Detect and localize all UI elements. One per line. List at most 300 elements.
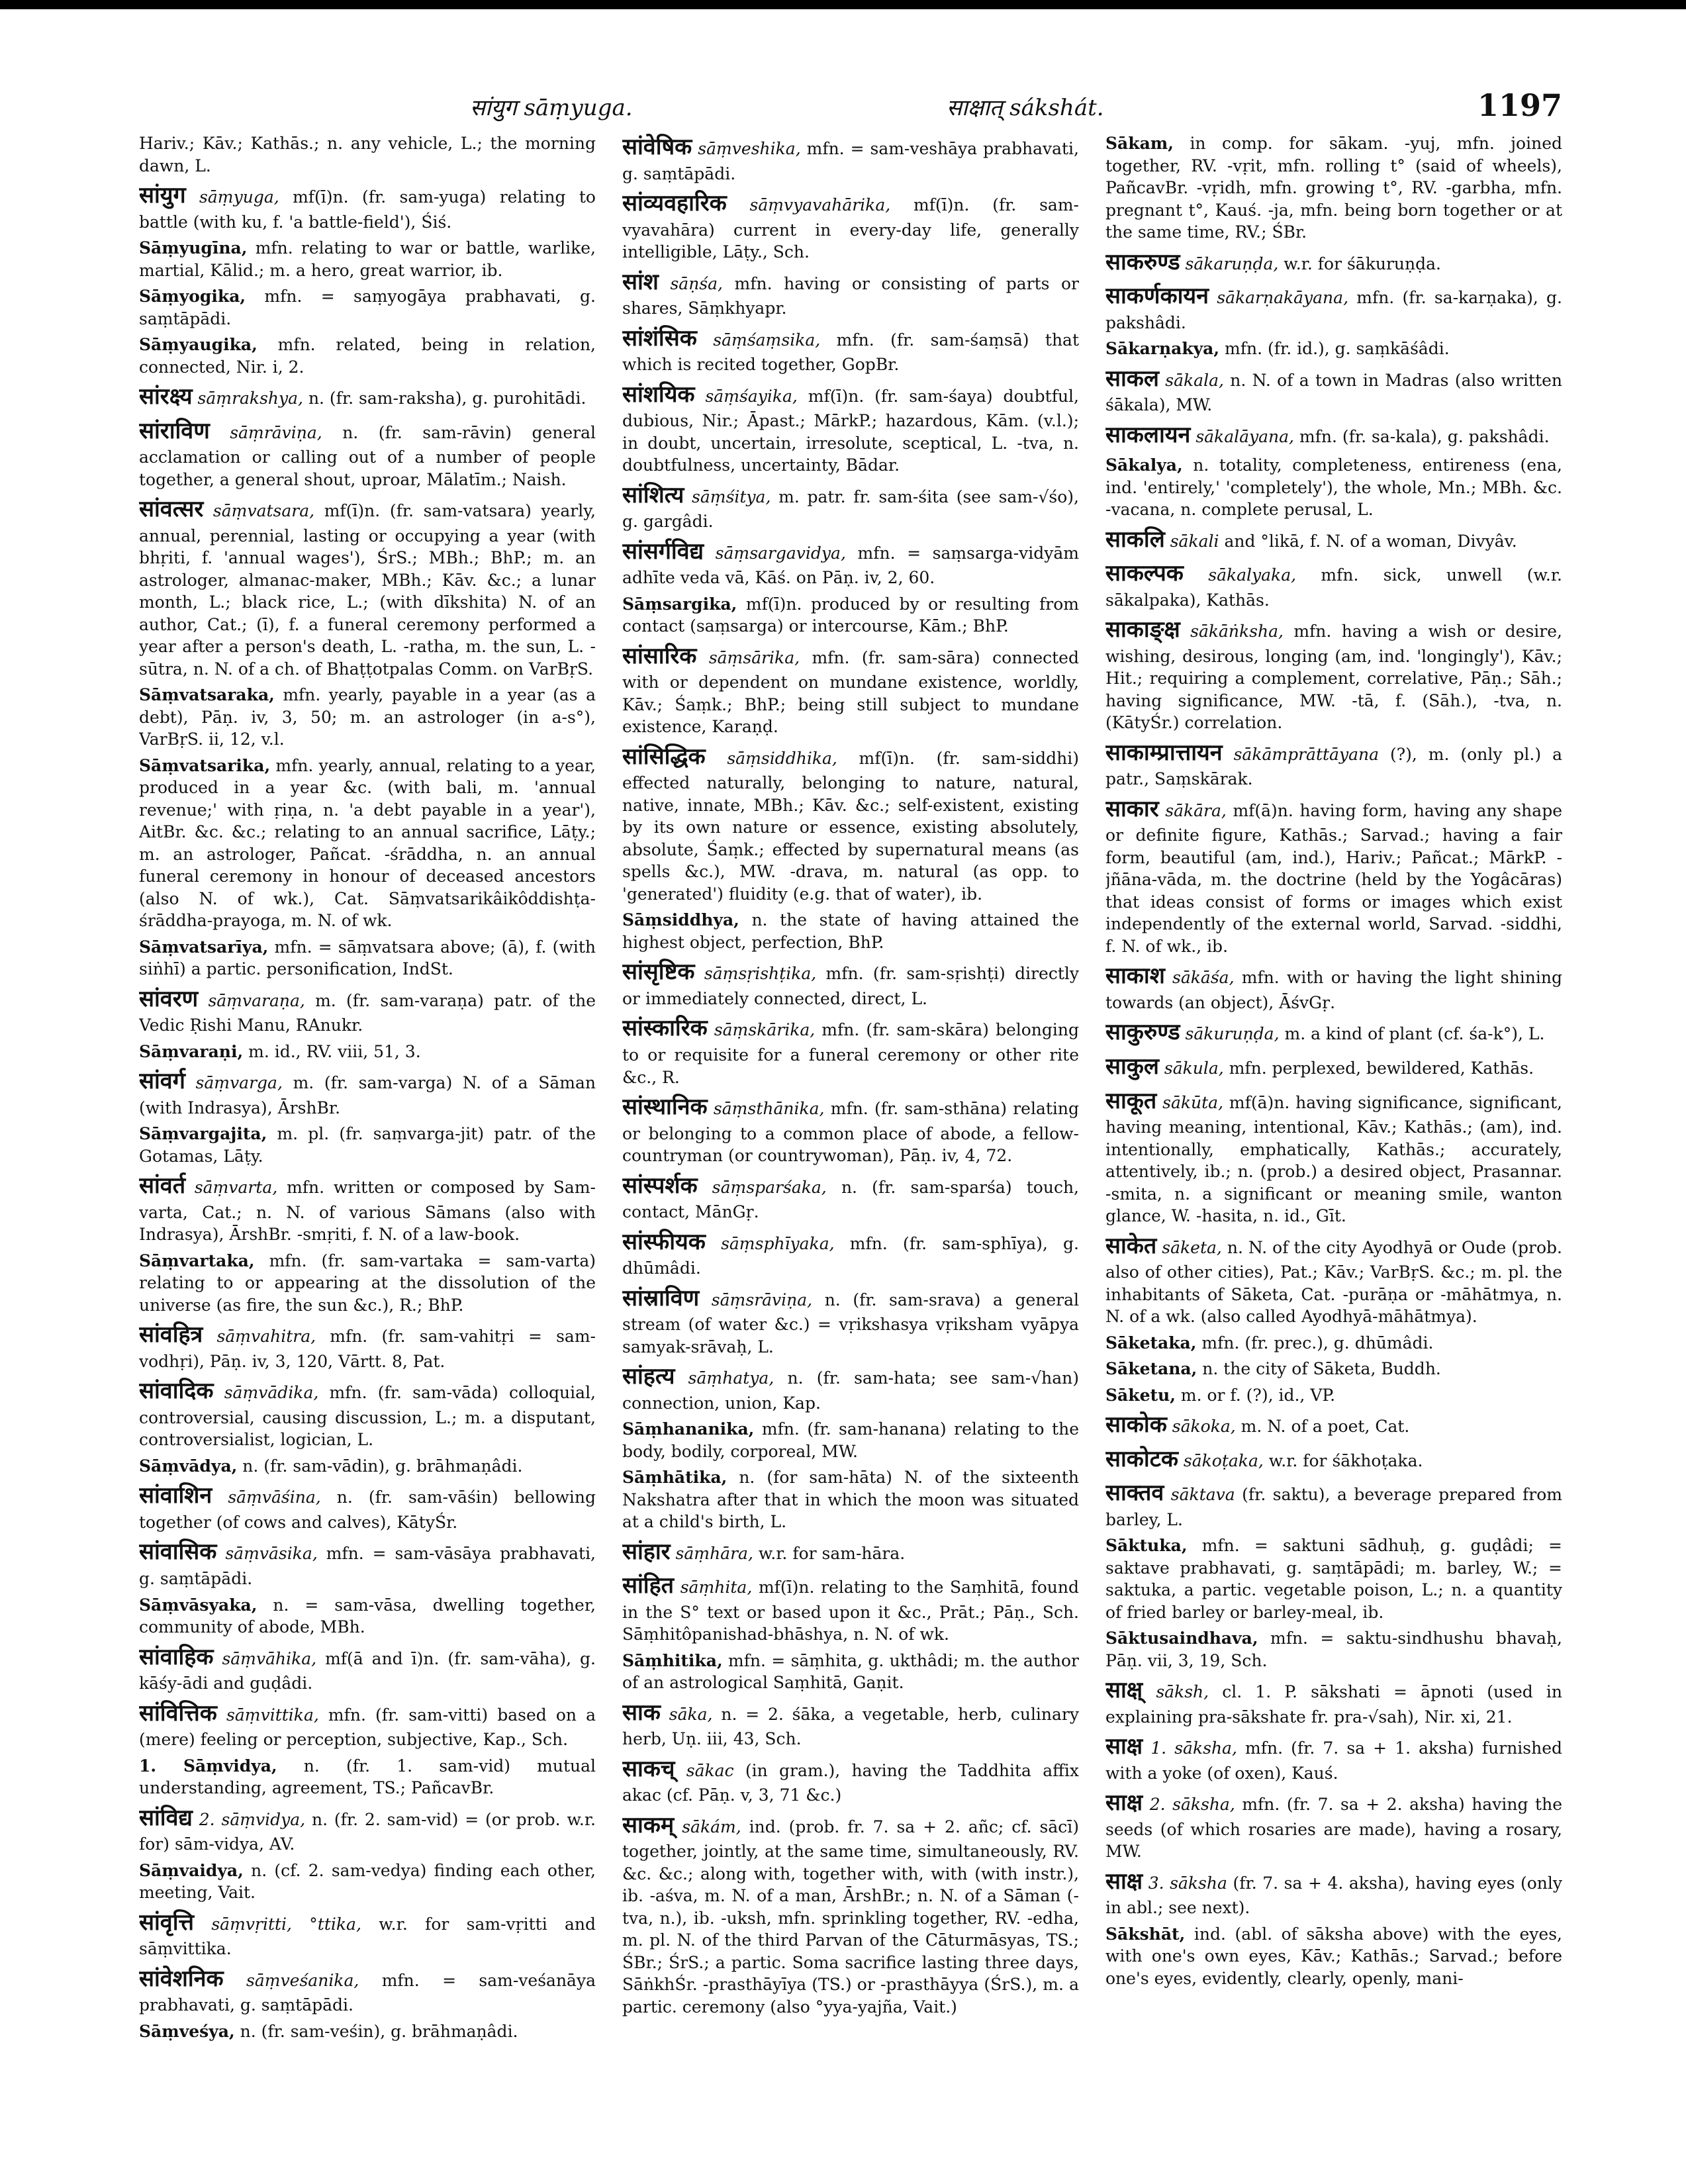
entry-definition: m. a kind of plant (cf. śa-k°), L.: [1284, 1024, 1545, 1044]
dictionary-entry: [622, 1466, 1079, 1533]
entry-headword: सांशित्य: [622, 481, 684, 508]
entry-headword: Sāketaka,: [1105, 1333, 1197, 1353]
entry-headword: सांवरण: [139, 985, 199, 1012]
entry-definition: mfn. (fr. sam-sāra) connected with or dependent on mundane existence, worldly, Kāv.; Śaṃk.; BhP.; being still subject to mundane existence, Karaṇḍ.: [622, 647, 1079, 737]
entry-headword: Sāṃyogika,: [139, 287, 246, 307]
entry-headword: सांवाशिन: [139, 1482, 212, 1509]
entry-definition: mfn. related, being in relation, connected, Nir. i, 2.: [139, 335, 596, 377]
entry-headword: सांहत्य: [622, 1363, 675, 1390]
entry-definition: n. the state of having attained the highest object, perfection, BhP.: [622, 910, 1079, 952]
entry-definition: and °likā, f. N. of a woman, Divyâv.: [1224, 531, 1517, 551]
entry-definition: mfn. = sāṃhita, g. ukthâdi; m. the author of an astrological Saṃhitā, Gaṇit.: [622, 1650, 1079, 1693]
entry-definition: mfn. (fr. sam-vitti) based on a (mere) feeling or perception, subjective, Kap., Sch.: [139, 1705, 596, 1750]
entry-headword: साकोटक: [1105, 1445, 1178, 1472]
entry-headword: साकाङ्क्ष: [1105, 616, 1180, 643]
entry-definition: mfn. = sam-veśanāya prabhavati, g. saṃtāpādi.: [139, 1970, 596, 2015]
entry-transliteration: sāṃhāra,: [675, 1543, 753, 1563]
entry-transliteration: sākala,: [1165, 370, 1224, 390]
entry-headword: सांशंसिक: [622, 324, 697, 352]
entry-definition: mfn. (fr. prec.), g. dhūmâdi.: [1201, 1333, 1434, 1353]
dictionary-entry: [139, 1964, 596, 2017]
entry-definition: mf(ī)n. relating to the Saṃhitā, found in the S° text or based upon it &c., Prāt.; Pāṇ., Sch. Sāṃhitôpanishad-bhāshya, n. N. of wk.: [622, 1578, 1079, 1644]
dictionary-entry: [1105, 1231, 1562, 1328]
dictionary-entry: [1105, 1627, 1562, 1672]
entry-definition: mfn. relating to war or battle, warlike, martial, Kālid.; m. a hero, great warrior, ib.: [139, 238, 596, 280]
entry-definition: mfn. (fr. sam-vāda) colloquial, controversial, causing discussion, L.; m. a disputant, controversialist, logician, L.: [139, 1383, 596, 1450]
entry-definition: mfn. sick, unwell (w.r. sākalpaka), Kathās.: [1105, 565, 1562, 610]
entry-definition: mfn. perplexed, bewildered, Kathās.: [1229, 1059, 1534, 1078]
dictionary-entry: [622, 1754, 1079, 1807]
column-1: [139, 132, 596, 2145]
dictionary-entry: [1105, 1867, 1562, 1919]
entry-headword: Sākshāt,: [1105, 1924, 1186, 1944]
dictionary-entry: [139, 2020, 596, 2043]
entry-definition: mfn. = sāṃvatsara above; (ā), f. (with siṅhī) a partic. personification, IndSt.: [139, 937, 596, 979]
entry-definition: mfn. yearly, payable in a year (as a debt), Pāṇ. iv, 3, 50; m. an astrologer (in a-s°), VarBṛS. ii, 12, v.l.: [139, 685, 596, 749]
entry-transliteration: sāṃveshika,: [698, 139, 801, 158]
entry-headword: Sāṃsiddhya,: [622, 910, 739, 930]
entry-definition: mf(ī)n. (fr. sam-yuga) relating to battle (with ku, f. 'a battle-field'), Śiś.: [139, 187, 596, 232]
entry-definition: n. (fr. sam-raksha), g. purohitādi.: [308, 389, 586, 408]
dictionary-entry: [622, 1698, 1079, 1750]
entry-headword: सांहित: [622, 1572, 675, 1599]
entry-transliteration: sākali: [1170, 531, 1219, 551]
entry-definition: (?), m. (only pl.) a patr., Saṃskārak.: [1105, 744, 1562, 789]
entry-headword: सांसारिक: [622, 642, 697, 669]
entry-definition: mfn. (fr. sam-sphīya), g. dhūmâdi.: [622, 1233, 1079, 1278]
entry-definition: mfn. having a wish or desire, wishing, desirous, longing (am, ind. 'longingly'), Kāv.; Hit.; requiring a complement, correlative, Pāṇ.; Sāh.; having significance, MW. -tā, f. (Sāh.), -tva, n. (KātyŚr.) correlation.: [1105, 622, 1562, 733]
dictionary-entry: [622, 742, 1079, 906]
dictionary-entry: [139, 285, 596, 330]
entry-headword: सांवासिक: [139, 1539, 217, 1566]
entry-definition: w.r. for śākhoṭaka.: [1268, 1450, 1423, 1470]
dictionary-entry: [1105, 364, 1562, 416]
entry-headword: साकार: [1105, 795, 1159, 822]
entry-transliteration: sāksh,: [1156, 1682, 1209, 1702]
dictionary-entry: [139, 1067, 596, 1119]
entry-headword: साकोक: [1105, 1411, 1167, 1439]
entry-definition: Hariv.; Kāv.; Kathās.; n. any vehicle, L.; the morning dawn, L.: [139, 134, 596, 175]
dictionary-entry: [1105, 248, 1562, 278]
entry-headword: Sāṃyaugika,: [139, 335, 258, 355]
entry-definition: mfn. (fr. 7. sa + 2. aksha) having the seeds (of which rosaries are made), having a rosary, MW.: [1105, 1795, 1562, 1862]
dictionary-entry: [139, 1642, 596, 1695]
entry-headword: सांरक्ष्य: [139, 383, 193, 410]
entry-definition: mfn. = saṃyogāya prabhavati, g. saṃtāpādi.: [139, 287, 596, 328]
entry-transliteration: sākula,: [1164, 1059, 1224, 1078]
dictionary-entry: [1105, 738, 1562, 790]
dictionary-entry: [139, 1123, 596, 1167]
dictionary-entry: [139, 684, 596, 751]
dictionary-entry: [139, 936, 596, 980]
entry-definition: mfn. (fr. sa-kala), g. pakshâdi.: [1299, 426, 1550, 446]
entry-headword: साकाश: [1105, 963, 1165, 990]
header-left-guideword: सांयुग sāṃyuga.: [470, 95, 633, 121]
dictionary-entry: [139, 1537, 596, 1590]
entry-headword: 1. Sāṃvidya,: [139, 1756, 277, 1776]
entry-headword: सांस्फीयक: [622, 1228, 706, 1255]
entry-transliteration: sāṃsthānika,: [713, 1099, 825, 1119]
entry-definition: mfn. (fr. sam-hanana) relating to the body, bodily, corporeal, MW.: [622, 1419, 1079, 1461]
entry-transliteration: sākac: [686, 1760, 734, 1780]
entry-headword: Sāṃvatsarīya,: [139, 937, 269, 957]
entry-definition: m. pl. (fr. saṃvarga-jit) patr. of the Gotamas, Lāṭy.: [139, 1124, 596, 1166]
entry-transliteration: sāṃsiddhika,: [727, 748, 837, 768]
entry-headword: सांवर्ग: [139, 1068, 185, 1095]
entry-headword: Sāṃvatsarika,: [139, 755, 271, 775]
entry-headword: साकल्पक: [1105, 560, 1184, 587]
entry-definition: w.r. for śākuruṇḍa.: [1284, 254, 1441, 273]
dictionary-entry: [1105, 794, 1562, 958]
dictionary-entry: [622, 537, 1079, 589]
entry-definition: n. (fr. sam-hata; see sam-√han) connection, union, Kap.: [622, 1368, 1079, 1413]
dictionary-entry: [1105, 1384, 1562, 1407]
entry-transliteration: sāṃvyavahārika,: [749, 195, 891, 215]
dictionary-entry: [1105, 1358, 1562, 1380]
entry-transliteration: 1. sāksha,: [1150, 1738, 1237, 1758]
entry-headword: सांविद्य: [139, 1804, 193, 1831]
entry-headword: Sāktuka,: [1105, 1536, 1188, 1556]
entry-definition: n. (fr. sam-vāśin) bellowing together (of cows and calves), KātyŚr.: [139, 1488, 596, 1532]
entry-transliteration: sāṃsargavidya,: [715, 543, 846, 563]
entry-headword: सांस्थानिक: [622, 1094, 708, 1121]
entry-transliteration: sāṃvarta,: [194, 1178, 278, 1198]
entry-definition: n. (for sam-hāta) N. of the sixteenth Nakshatra after that in which the moon was situated at a child's birth, L.: [622, 1468, 1079, 1532]
entry-definition: mfn. = sam-veshāya prabhavati, g. saṃtāpādi.: [622, 139, 1079, 183]
dictionary-entry: [139, 1320, 596, 1372]
entry-transliteration: sākarṇakāyana,: [1217, 288, 1349, 308]
dictionary-entry: [622, 324, 1079, 376]
dictionary-entry: [1105, 1086, 1562, 1227]
dictionary-entry: [1105, 1732, 1562, 1784]
entry-definition: n. = sam-vāsa, dwelling together, community of abode, MBh.: [139, 1595, 596, 1637]
entry-headword: साकेत: [1105, 1232, 1157, 1259]
entry-headword: साक: [622, 1699, 661, 1726]
entry-headword: Sāṃyugīna,: [139, 238, 248, 258]
entry-headword: सांसर्गविद्य: [622, 538, 704, 565]
entry-transliteration: sāṃveśanika,: [246, 1970, 359, 1990]
entry-definition: (fr. 7. sa + 4. aksha), having eyes (only in abl.; see next).: [1105, 1873, 1562, 1918]
entry-transliteration: sāketa,: [1162, 1237, 1222, 1257]
entry-headword: सांवृत्ति: [139, 1909, 194, 1936]
entry-headword: साकलि: [1105, 526, 1165, 553]
entry-definition: n. (fr. sam-srava) a general stream (of water &c.) = vṛikshasya vṛiksham vyāpya samyak-srāvaḥ, L.: [622, 1290, 1079, 1356]
column-3: [1105, 132, 1562, 2145]
entry-headword: Sāṃvaidya,: [139, 1860, 244, 1880]
entry-headword: सांस्कारिक: [622, 1015, 708, 1042]
entry-transliteration: sāṃvṛitti, °ttika,: [211, 1914, 361, 1934]
entry-definition: n. (fr. 2. sam-vid) = (or prob. w.r. for) sām-vidya, AV.: [139, 1809, 596, 1854]
entry-headword: Sāṃvargajita,: [139, 1124, 267, 1144]
entry-headword: सांयुग: [139, 182, 186, 209]
dictionary-entry: [622, 132, 1079, 185]
entry-headword: Sākam,: [1105, 134, 1174, 153]
entry-definition: mf(ā)n. having form, having any shape or definite figure, Kathās.; Sarvad.; having a fair form, beautiful (am, ind.), Hariv.; Pañcat.; MārkP. -jñāna-vāda, m. the doctrine (held by the Yogâcāras) that ideas consist of forms or images which exist independently of the external world, Sarvad. -siddhi, f. N. of wk., ib.: [1105, 800, 1562, 956]
entry-transliteration: sākaruṇḍa,: [1185, 254, 1279, 273]
dictionary-entry: [622, 957, 1079, 1010]
entry-headword: सांवत्सर: [139, 496, 204, 523]
dictionary-entry: [139, 132, 596, 177]
entry-transliteration: sākalyaka,: [1208, 565, 1297, 585]
entry-headword: साकूत: [1105, 1087, 1157, 1114]
entry-transliteration: sāṃvādika,: [224, 1383, 319, 1403]
entry-definition: w.r. for sam-hāra.: [758, 1543, 906, 1563]
dictionary-entry: [139, 237, 596, 281]
entry-headword: Sāṃhitika,: [622, 1650, 723, 1670]
entry-headword: सांवहित्र: [139, 1321, 203, 1349]
entry-definition: mfn. (fr. id.), g. saṃkāśâdi.: [1225, 339, 1450, 359]
entry-definition: mfn. = saṃsarga-vidyām adhīte veda vā, Kāś. on Pāṇ. iv, 2, 60.: [622, 543, 1079, 588]
entry-headword: Sākalya,: [1105, 455, 1183, 475]
dictionary-entry: [139, 416, 596, 491]
entry-headword: सांहार: [622, 1538, 671, 1565]
entry-definition: mfn. (fr. sam-sṛishṭi) directly or immediately connected, direct, L.: [622, 964, 1079, 1008]
dictionary-entry: [139, 1908, 596, 1960]
dictionary-entry: [139, 1171, 596, 1246]
dictionary-entry: [139, 1860, 596, 1904]
entry-headword: Sāṃvatsaraka,: [139, 685, 275, 705]
entry-transliteration: sāṃvāśina,: [228, 1488, 321, 1507]
dictionary-entry: [622, 1571, 1079, 1646]
dictionary-entry: [622, 641, 1079, 738]
entry-transliteration: sāṃśayika,: [705, 386, 798, 406]
entry-definition: mfn. (fr. sam-śaṃsā) that which is recited together, GopBr.: [622, 330, 1079, 375]
entry-transliteration: sāṃśaṃsika,: [713, 330, 821, 350]
dictionary-entry: [622, 1811, 1079, 2018]
entry-headword: Sāṃvartaka,: [139, 1251, 255, 1270]
dictionary-entry: [622, 1171, 1079, 1223]
entry-headword: साकरुण्ड: [1105, 248, 1180, 275]
entry-transliteration: sākāṅksha,: [1190, 622, 1284, 641]
dictionary-entry: [622, 1092, 1079, 1167]
entry-headword: Sāṃvādya,: [139, 1456, 238, 1476]
entry-transliteration: sāṃśitya,: [692, 487, 771, 506]
entry-definition: n. N. of the city Ayodhyā or Oude (prob. also of other cities), Pat.; Kāv.; VarBṛS. &c.; m. pl. the inhabitants of Sāketa, Cat. -purāṇa or -māhātmya, n. N. of a wk. (also called Ayodhyā-māhātmya).: [1105, 1237, 1562, 1327]
entry-definition: mfn. (fr. sam-sthāna) relating or belonging to a common place of abode, a fellow-countryman (or countrywoman), Pāṇ. iv, 4, 72.: [622, 1099, 1079, 1166]
entry-headword: सांश: [622, 268, 659, 295]
entry-definition: mfn. with or having the light shining towards (an object), ĀśvGṛ.: [1105, 968, 1562, 1012]
entry-headword: साक्तव: [1105, 1480, 1164, 1507]
entry-headword: सांशयिक: [622, 381, 695, 408]
entry-headword: Sāṃhātika,: [622, 1468, 727, 1488]
dictionary-page: [139, 132, 1562, 2145]
entry-headword: साकुरुण्ड: [1105, 1019, 1180, 1046]
dictionary-entry: [139, 1376, 596, 1451]
entry-headword: सांस्पर्शक: [622, 1172, 698, 1199]
entry-definition: mfn. (fr. sam-vartaka = sam-varta) relating to or appearing at the dissolution of the universe (as fire, the sun &c.), R.; BhP.: [139, 1251, 596, 1315]
dictionary-entry: [622, 1650, 1079, 1694]
entry-definition: cl. 1. P. sākshati = āpnoti (used in explaining pra-sākshate fr. pra-√sah), Nir. xi, 21.: [1105, 1682, 1562, 1727]
entry-definition: (in gram.), having the Taddhita affix akac (cf. Pāṇ. v, 3, 71 &c.): [622, 1760, 1079, 1805]
entry-definition: in comp. for sākam. -yuj, mfn. joined together, RV. -vṛit, mfn. rolling t° (said of wheels), PañcavBr. -vṛidh, mfn. growing t°, RV. -garbha, mfn. pregnant t°, Kauś. -ja, mfn. being born together or at the same time, RV.; ŚBr.: [1105, 134, 1562, 242]
dictionary-entry: [139, 755, 596, 932]
entry-definition: mf(ā)n. having significance, significant, having meaning, intentional, Kāv.; Kathās.; (am), ind. intentionally, emphatically, Kathās.; accurately, attentively, ib.; n. (prob.) a desired object, Prasannar. -smita, n. a significant or meaning smile, wanton glance, W. -hasita, n. id., Gīt.: [1105, 1092, 1562, 1226]
entry-definition: w.r. for sam-vṛitti and sāṃvittika.: [139, 1914, 596, 1959]
entry-headword: सांवेषिक: [622, 134, 692, 160]
entry-transliteration: sākāmprāttāyana: [1233, 744, 1379, 764]
dictionary-entry: [139, 334, 596, 378]
dictionary-entry: [622, 189, 1079, 263]
entry-definition: ind. (prob. fr. 7. sa + 2. añc; cf. sācī) together, jointly, at the same time, simultaneously, RV. &c. &c.; along with, together with, with (with instr.), ib. -aśva, m. N. of a man, ĀrshBr.; n. N. of a Sāman (-tva, n.), ib. -uksh, mfn. sprinkling together, RV. -edha, m. pl. N. of the third Parvan of the Cāturmāsyas, TS.; ŚBr.; ŚrS.; a partic. Soma sacrifice lasting three days, SāṅkhŚr. -prasthāyīya (TS.) or -prasthāyya (ŚrS.), m. a partic. ceremony (also °yya-yajña, Vait.): [622, 1817, 1079, 2017]
dictionary-entry: [622, 380, 1079, 477]
entry-headword: Sāṃhananika,: [622, 1419, 755, 1439]
dictionary-entry: [139, 1250, 596, 1317]
dictionary-entry: [622, 481, 1079, 533]
entry-transliteration: sāṃvāhika,: [222, 1648, 317, 1668]
entry-definition: n. (fr. 1. sam-vid) mutual understanding, agreement, TS.; PañcavBr.: [139, 1756, 596, 1798]
entry-transliteration: sāṃvahitra,: [216, 1327, 316, 1347]
entry-transliteration: sāṃrakshya,: [197, 389, 303, 408]
entry-definition: mfn. written or composed by Sam-varta, Cat.; n. N. of various Sāmans (also with Indrasya), ĀrshBr. -smṛiti, f. N. of a law-book.: [139, 1178, 596, 1245]
entry-headword: सांवादिक: [139, 1378, 214, 1405]
dictionary-entry: [1105, 1018, 1562, 1048]
entry-headword: Sāktusaindhava,: [1105, 1629, 1258, 1648]
dictionary-entry: [1105, 961, 1562, 1014]
dictionary-entry: [1105, 525, 1562, 555]
entry-definition: mfn. (fr. sam-vahitṛi = sam-vodhṛi), Pāṇ. iv, 3, 120, Vārtt. 8, Pat.: [139, 1327, 596, 1371]
entry-transliteration: sāka,: [669, 1704, 713, 1724]
dictionary-entry: [1105, 559, 1562, 611]
dictionary-entry: [622, 267, 1079, 320]
dictionary-entry: [1105, 1788, 1562, 1863]
entry-transliteration: sāṃvāsika,: [225, 1544, 318, 1564]
entry-transliteration: sāṃrāviṇa,: [230, 422, 322, 442]
entry-definition: mfn. = sam-vāsāya prabhavati, g. saṃtāpādi.: [139, 1544, 596, 1589]
entry-definition: n. (fr. sam-veśin), g. brāhmaṇâdi.: [240, 2021, 518, 2041]
entry-definition: mf(ī)n. (fr. sam-siddhi) effected naturally, belonging to nature, natural, native, innate, MBh.; Kāv. &c.; self-existent, existing by its own nature or essence, existing absolutely, absolute, Śaṃk.; effected by supernatural means (as spells &c.), MW. -drava, m. natural (as opp. to 'generated') fluidity (e.g. that of water), ib.: [622, 748, 1079, 904]
entry-definition: m. (fr. sam-varga) N. of a Sāman (with Indrasya), ĀrshBr.: [139, 1073, 596, 1117]
entry-headword: साकुल: [1105, 1053, 1159, 1080]
entry-headword: साक्ष्: [1105, 1677, 1143, 1704]
entry-transliteration: sāṃyuga,: [199, 187, 279, 207]
dictionary-entry: [1105, 1923, 1562, 1990]
entry-definition: mfn. yearly, annual, relating to a year, produced in a year &c. (with bali, m. 'annual revenue;' with ṛiṇa, n. 'a debt payable in a year'), AitBr. &c. &c.; relating to an annual sacrifice, Lāṭy.; m. an astrologer, Pañcat. -śrāddha, n. an annual funeral ceremony in honour of deceased ancestors (also N. of wk.), Cat. Sāṃvatsarikâikôddishṭa-śrāddha-prayoga, m. N. of wk.: [139, 755, 596, 931]
dictionary-entry: [1105, 1478, 1562, 1531]
entry-definition: mfn. having or consisting of parts or shares, Sāṃkhyapr.: [622, 273, 1079, 318]
entry-definition: mfn. = saktu-sindhushu bhavaḥ, Pāṇ. vii, 3, 19, Sch.: [1105, 1629, 1562, 1670]
entry-headword: साकच्: [622, 1755, 675, 1782]
running-head: [132, 87, 1562, 131]
entry-headword: सांवेशनिक: [139, 1965, 224, 1992]
dictionary-entry: [1105, 338, 1562, 360]
dictionary-entry: [139, 1481, 596, 1533]
dictionary-entry: [139, 1803, 596, 1856]
entry-headword: सांराविण: [139, 417, 210, 444]
entry-definition: n. (fr. sam-sparśa) touch, contact, MānGṛ.: [622, 1177, 1079, 1222]
entry-transliteration: sāṃsrāviṇa,: [711, 1290, 813, 1309]
entry-transliteration: sākāśa,: [1172, 968, 1235, 988]
dictionary-entry: [139, 1455, 596, 1478]
header-right-guideword: साक्षात् sákshát.: [947, 95, 1104, 121]
dictionary-entry: [139, 1699, 596, 1751]
dictionary-entry: [622, 1014, 1079, 1088]
entry-headword: Sāketana,: [1105, 1359, 1197, 1379]
dictionary-entry: [1105, 1052, 1562, 1082]
entry-transliteration: sāṃhita,: [680, 1578, 753, 1597]
entry-transliteration: sāṇśa,: [670, 273, 723, 293]
entry-headword: साकलायन: [1105, 421, 1191, 448]
dictionary-entry: [1105, 420, 1562, 451]
entry-transliteration: sāṃvatsara,: [212, 501, 315, 521]
dictionary-entry: [622, 1362, 1079, 1414]
entry-headword: साक्ष: [1105, 1868, 1143, 1895]
dictionary-entry: [622, 593, 1079, 638]
entry-transliteration: sākoka,: [1172, 1417, 1236, 1437]
entry-definition: mf(ā and ī)n. (fr. sam-vāha), g. kāśy-ādi and guḍâdi.: [139, 1648, 596, 1693]
entry-definition: mfn. (fr. 7. sa + 1. aksha) furnished with a yoke (of oxen), Kauś.: [1105, 1738, 1562, 1783]
entry-definition: m. patr. fr. sam-śita (see sam-√śo), g. gargâdi.: [622, 487, 1079, 532]
entry-transliteration: sāṃvarga,: [195, 1073, 283, 1093]
entry-transliteration: sāṃsṛishṭika,: [704, 964, 817, 984]
entry-headword: Sāṃvaraṇi,: [139, 1041, 244, 1061]
entry-transliteration: sāṃsārika,: [708, 647, 800, 667]
entry-definition: n. (fr. sam-vādin), g. brāhmaṇâdi.: [242, 1456, 523, 1476]
dictionary-entry: [1105, 1676, 1562, 1728]
entry-transliteration: sākám,: [682, 1817, 741, 1836]
entry-definition: mf(ī)n. (fr. sam-vyavahāra) current in every-day life, generally intelligible, Lāṭy., Sch.: [622, 195, 1079, 262]
entry-definition: m. N. of a poet, Cat.: [1241, 1417, 1410, 1437]
dictionary-entry: [139, 1755, 596, 1799]
dictionary-entry: [622, 1418, 1079, 1462]
dictionary-entry: [622, 1284, 1079, 1358]
entry-headword: साक्ष: [1105, 1789, 1143, 1817]
dictionary-entry: [1105, 1535, 1562, 1623]
entry-definition: m. or f. (?), id., VP.: [1180, 1385, 1336, 1405]
dictionary-entry: [1105, 1332, 1562, 1354]
entry-definition: mfn. (fr. sam-skāra) belonging to or requisite for a funeral ceremony or other rite &c., R.: [622, 1020, 1079, 1087]
entry-headword: Sāṃveśya,: [139, 2021, 235, 2041]
dictionary-entry: [1105, 1410, 1562, 1441]
entry-headword: साक्ष: [1105, 1733, 1143, 1760]
dictionary-entry: [139, 1594, 596, 1638]
entry-transliteration: 2. sāṃvidya,: [199, 1809, 306, 1829]
entry-definition: mfn. (fr. sa-karṇaka), g. pakshâdi.: [1105, 288, 1562, 332]
entry-headword: Sāṃvāsyaka,: [139, 1595, 258, 1615]
entry-headword: सांवर्त: [139, 1172, 186, 1200]
dictionary-entry: [139, 495, 596, 680]
entry-headword: साकर्णकायन: [1105, 283, 1209, 310]
dictionary-entry: [1105, 281, 1562, 334]
dictionary-entry: [622, 1537, 1079, 1568]
entry-transliteration: 3. sāksha: [1148, 1873, 1227, 1893]
entry-definition: (fr. saktu), a beverage prepared from barley, L.: [1105, 1485, 1562, 1529]
dictionary-entry: [139, 181, 596, 233]
entry-definition: mf(ī)n. produced by or resulting from contact (saṃsarga) or intercourse, Kām.; BhP.: [622, 594, 1079, 636]
dictionary-entry: [139, 1041, 596, 1063]
dictionary-entry: [622, 909, 1079, 953]
page-number: 1197: [1477, 87, 1562, 123]
entry-definition: m. id., RV. viii, 51, 3.: [248, 1041, 421, 1061]
entry-transliteration: 2. sāksha,: [1149, 1795, 1235, 1815]
entry-headword: Sākarṇakya,: [1105, 339, 1220, 359]
dictionary-entry: [1105, 454, 1562, 521]
entry-transliteration: sāṃhatya,: [688, 1368, 774, 1388]
entry-headword: सांस्राविण: [622, 1284, 700, 1311]
entry-definition: mfn. = saktuni sādhuḥ, g. guḍâdi; = saktave prabhavati, g. saṃtāpādi; m. barley, W.; = saktuka, a partic. vegetable poison, L.; n. a quantity of fried barley or barley-meal, ib.: [1105, 1536, 1562, 1622]
entry-headword: सांवित्तिक: [139, 1699, 217, 1727]
entry-headword: साकल: [1105, 365, 1159, 392]
entry-transliteration: sāṃvittika,: [226, 1705, 319, 1725]
entry-definition: n. totality, completeness, entireness (ena, ind. 'entirely,' 'completely'), the whole, Mn.; MBh. &c. -vacana, n. complete perusal, L.: [1105, 455, 1562, 520]
entry-transliteration: sāktava: [1170, 1485, 1235, 1505]
entry-transliteration: sākalāyana,: [1195, 426, 1294, 446]
dictionary-entry: [1105, 1445, 1562, 1475]
entry-definition: n. = 2. śāka, a vegetable, herb, culinary herb, Uṇ. iii, 43, Sch.: [622, 1704, 1079, 1749]
entry-transliteration: sāṃskārika,: [714, 1020, 816, 1040]
dictionary-entry: [622, 1227, 1079, 1280]
entry-definition: n. (cf. 2. sam-vedya) finding each other, meeting, Vait.: [139, 1860, 596, 1903]
entry-transliteration: sāṃsparśaka,: [712, 1177, 827, 1197]
